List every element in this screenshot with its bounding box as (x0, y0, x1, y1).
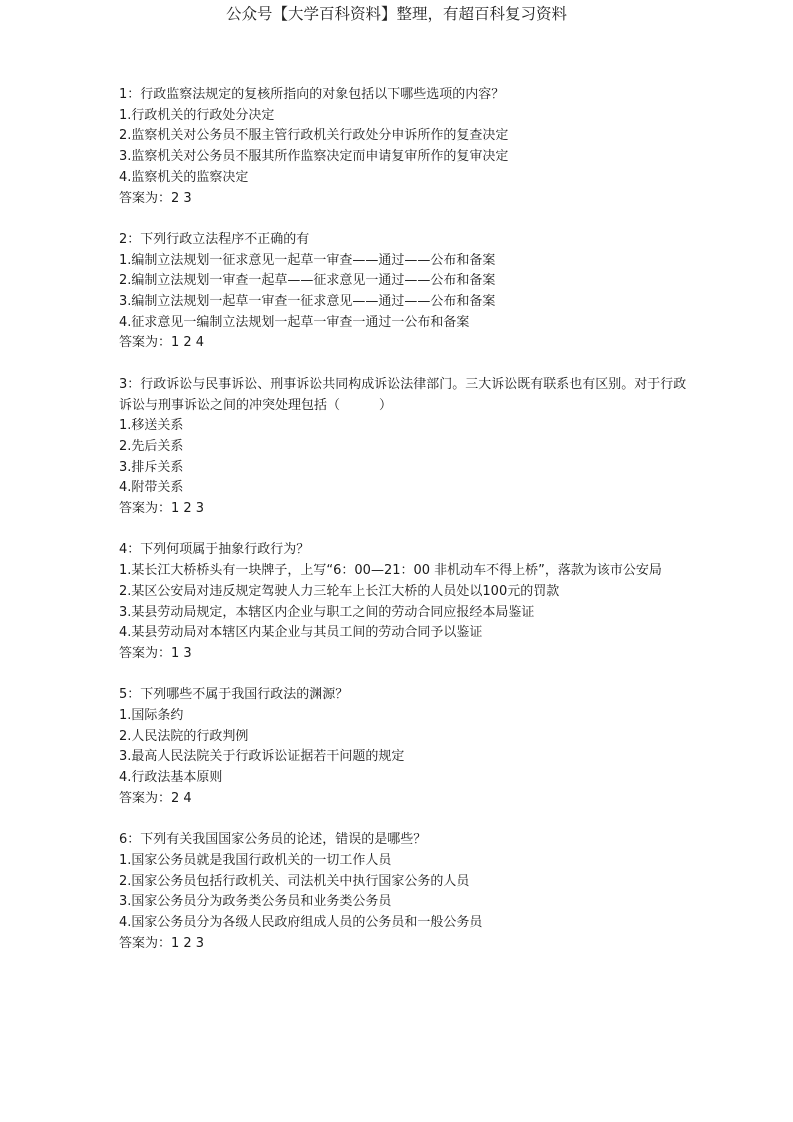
answer-text: 答案为：1 2 3 (119, 501, 205, 517)
option-item: 4.行政法基本原则 (119, 770, 223, 786)
question-text: 2：下列行政立法程序不正确的有 (119, 231, 310, 247)
question-block (119, 540, 691, 664)
option-item: 4.征求意见一编制立法规划一起草一审查一通过一公布和备案 (119, 314, 470, 330)
question-block (119, 375, 691, 520)
option-item: 4.某县劳动局对本辖区内某企业与其员工间的劳动合同予以鉴证 (119, 625, 483, 641)
question-block (119, 230, 691, 354)
question-text: 6：下列有关我国国家公务员的论述，错误的是哪些？ (119, 832, 427, 848)
option-item: 2.先后关系 (119, 438, 184, 454)
question-text: 4：下列何项属于抽象行政行为？ (119, 542, 310, 558)
answer-text: 答案为：2 3 (119, 190, 192, 206)
question-block (119, 85, 691, 209)
answer-text: 答案为：1 2 4 (119, 335, 205, 351)
page-header: 公众号【大学百科资料】整理，有超百科复习资料 (225, 5, 567, 23)
option-item: 4.国家公务员分为各级人民政府组成人员的公务员和一般公务员 (119, 915, 483, 931)
option-item: 2.监察机关对公务员不服主管行政机关行政处分申诉所作的复查决定 (119, 128, 509, 144)
option-item: 1.行政机关的行政处分决定 (119, 107, 275, 123)
option-item: 3.监察机关对公务员不服其所作监察决定而申请复审所作的复审决定 (119, 149, 509, 165)
option-item: 4.监察机关的监察决定 (119, 169, 249, 185)
answer-text: 答案为：1 3 (119, 645, 192, 661)
question-text: 1：行政监察法规定的复核所指向的对象包括以下哪些选项的内容？ (119, 87, 505, 102)
option-item: 1.编制立法规划一征求意见一起草一审查——通过——公布和备案 (119, 252, 496, 268)
option-item: 3.某县劳动局规定，本辖区内企业与职工之间的劳动合同应报经本局鉴证 (119, 604, 535, 620)
option-item: 1.国家公务员就是我国行政机关的一切工作人员 (119, 852, 392, 868)
answer-text: 答案为：1 2 3 (119, 935, 205, 951)
option-item: 2.某区公安局对违反规定驾驶人力三轮车上长江大桥的人员处以100元的罚款 (119, 583, 560, 599)
option-item: 2.编制立法规划一审查一起草——征求意见一通过——公布和备案 (119, 273, 496, 289)
question-list (119, 85, 691, 975)
question-block (119, 685, 691, 809)
option-item: 1.国际条约 (119, 708, 184, 724)
question-text: 3：行政诉讼与民事诉讼、刑事诉讼共同构成诉讼法律部门。三大诉讼既有联系也有区别。对于行政诉讼与刑事诉讼之间的冲突处理包括（ ） (119, 376, 687, 413)
answer-text: 答案为：2 4 (119, 790, 192, 806)
option-item: 4.附带关系 (119, 480, 184, 496)
question-text: 5：下列哪些不属于我国行政法的渊源？ (119, 687, 349, 703)
option-item: 2.国家公务员包括行政机关、司法机关中执行国家公务的人员 (119, 873, 470, 889)
option-item: 2.人民法院的行政判例 (119, 728, 249, 744)
option-item: 3.最高人民法院关于行政诉讼证据若干问题的规定 (119, 749, 405, 765)
question-block (119, 830, 691, 954)
option-item: 1.移送关系 (119, 418, 184, 434)
option-item: 1.某长江大桥桥头有一块牌子，上写“6：00—21：00 非机动车不得上桥”，落款为该市公安局 (119, 563, 662, 579)
option-item: 3.编制立法规划一起草一审查一征求意见——通过——公布和备案 (119, 294, 496, 310)
option-item: 3.国家公务员分为政务类公务员和业务类公务员 (119, 894, 392, 910)
option-item: 3.排斥关系 (119, 459, 184, 475)
